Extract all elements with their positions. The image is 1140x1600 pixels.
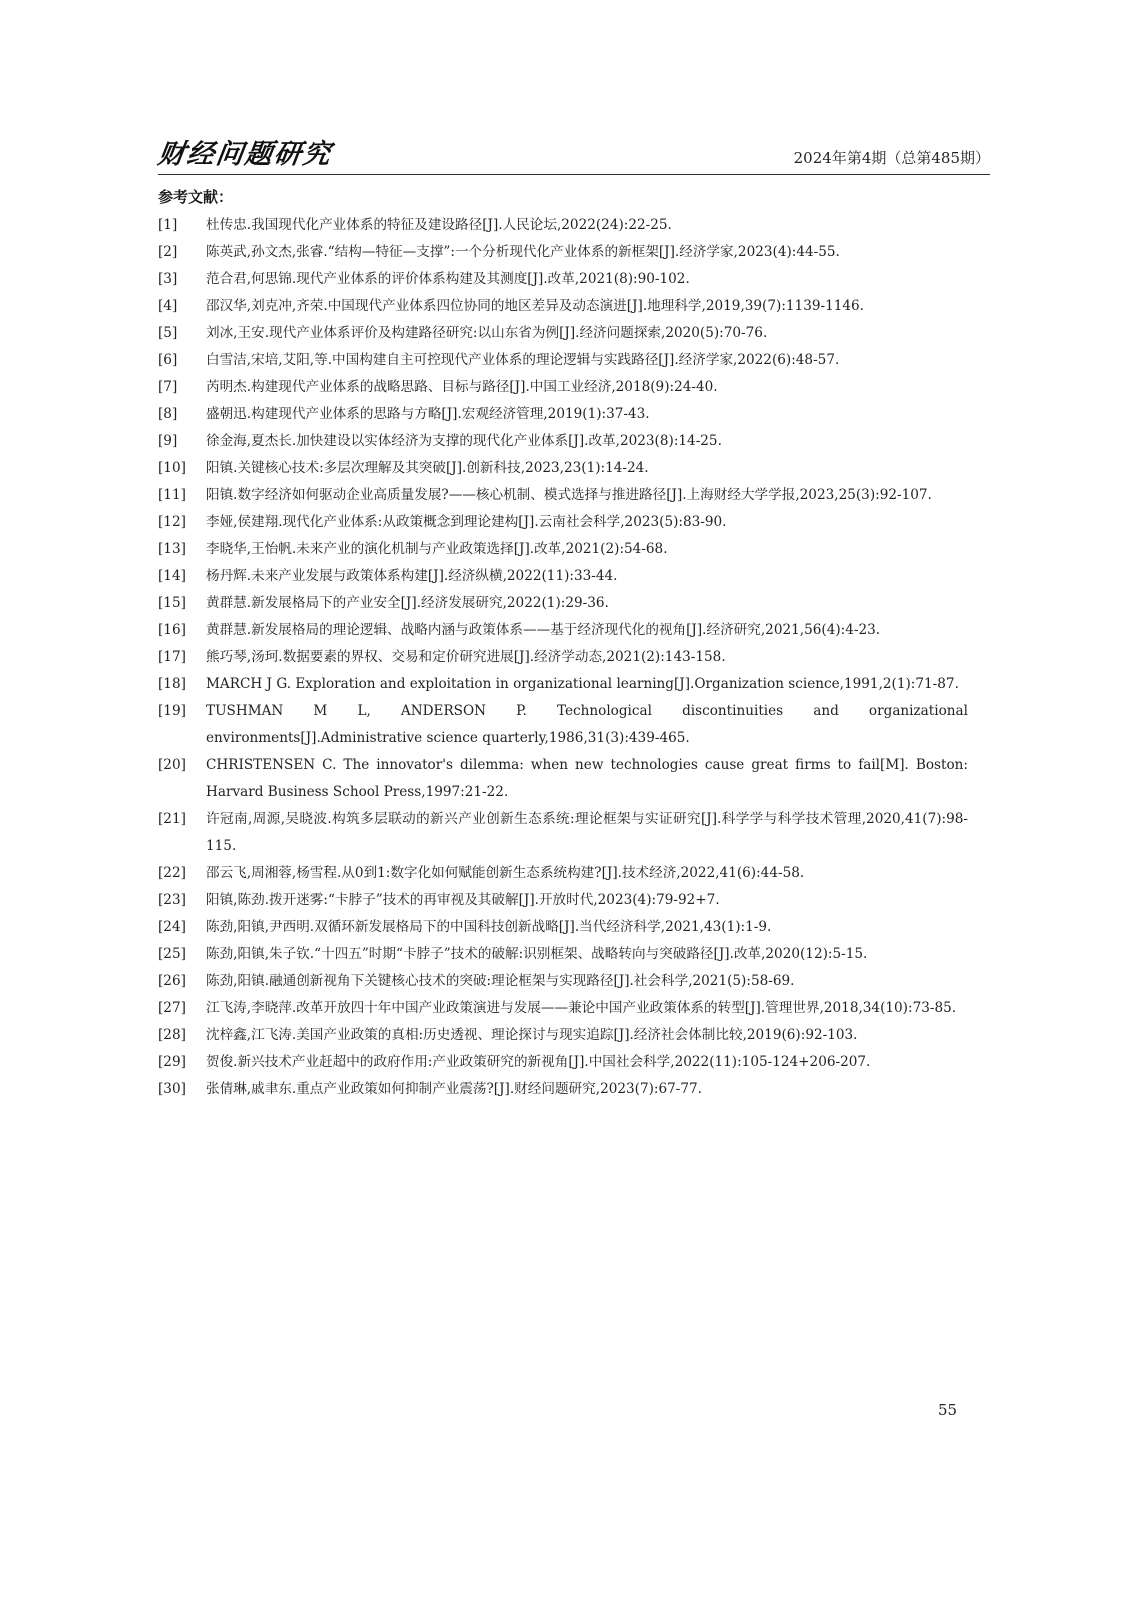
reference-item <box>158 239 968 266</box>
reference-number: [25] <box>158 946 186 962</box>
reference-item <box>158 806 968 860</box>
reference-text: 熊巧琴,汤珂.数据要素的界权、交易和定价研究进展[J].经济学动态,2021(2):143-158. <box>206 649 726 665</box>
reference-text: MARCH J G. Exploration and exploitation in organizational learning[J].Organization science,1991,2(1):71-87. <box>206 676 959 692</box>
reference-item <box>158 482 968 509</box>
reference-text: 张倩琳,戚聿东.重点产业政策如何抑制产业震荡?[J].财经问题研究,2023(7):67-77. <box>206 1081 703 1097</box>
reference-item <box>158 293 968 320</box>
reference-number: [4] <box>158 298 178 314</box>
reference-number: [18] <box>158 676 186 692</box>
references-heading: 参考文献： <box>158 188 234 206</box>
reference-text: 刘冰,王安.现代产业体系评价及构建路径研究:以山东省为例[J].经济问题探索,2020(5):70-76. <box>206 325 768 341</box>
reference-number: [13] <box>158 541 186 557</box>
reference-number: [22] <box>158 865 186 881</box>
reference-text: 沈梓鑫,江飞涛.美国产业政策的真相:历史透视、理论探讨与现实追踪[J].经济社会体制比较,2019(6):92-103. <box>206 1027 858 1043</box>
reference-item <box>158 347 968 374</box>
reference-item <box>158 509 968 536</box>
reference-number: [28] <box>158 1027 186 1043</box>
reference-text: 李娅,侯建翔.现代化产业体系:从政策概念到理论建构[J].云南社会科学,2023(5):83-90. <box>206 514 727 530</box>
reference-item <box>158 374 968 401</box>
reference-item <box>158 968 968 995</box>
reference-number: [10] <box>158 460 186 476</box>
reference-text: 许冠南,周源,吴晓波.构筑多层联动的新兴产业创新生态系统:理论框架与实证研究[J].科学学与科学技术管理,2020,41(7):98-115. <box>206 811 968 854</box>
reference-item <box>158 941 968 968</box>
reference-item <box>158 266 968 293</box>
reference-text: 邵云飞,周湘蓉,杨雪程.从0到1:数字化如何赋能创新生态系统构建?[J].技术经济,2022,41(6):44-58. <box>206 865 805 881</box>
reference-number: [8] <box>158 406 178 422</box>
reference-number: [27] <box>158 1000 186 1016</box>
reference-number: [12] <box>158 514 186 530</box>
reference-item <box>158 1049 968 1076</box>
reference-text: 阳镇,陈劲.拨开迷雾:“卡脖子”技术的再审视及其破解[J].开放时代,2023(4):79-92+7. <box>206 892 720 908</box>
reference-number: [1] <box>158 217 178 233</box>
reference-item <box>158 698 968 752</box>
reference-text: 阳镇.关键核心技术:多层次理解及其突破[J].创新科技,2023,23(1):14-24. <box>206 460 649 476</box>
reference-text: 黄群慧.新发展格局下的产业安全[J].经济发展研究,2022(1):29-36. <box>206 595 609 611</box>
reference-text: 白雪洁,宋培,艾阳,等.中国构建自主可控现代产业体系的理论逻辑与实践路径[J].经济学家,2022(6):48-57. <box>206 352 840 368</box>
reference-list <box>158 212 968 1103</box>
reference-text: 邵汉华,刘克冲,齐荣.中国现代产业体系四位协同的地区差异及动态演进[J].地理科学,2019,39(7):1139-1146. <box>206 298 864 314</box>
reference-text: 盛朝迅.构建现代产业体系的思路与方略[J].宏观经济管理,2019(1):37-43. <box>206 406 650 422</box>
reference-item <box>158 590 968 617</box>
reference-item <box>158 428 968 455</box>
reference-item <box>158 1076 968 1103</box>
reference-text: 黄群慧.新发展格局的理论逻辑、战略内涵与政策体系——基于经济现代化的视角[J].经济研究,2021,56(4):4-23. <box>206 622 881 638</box>
reference-item <box>158 644 968 671</box>
reference-text: 陈英武,孙文杰,张睿.“结构—特征—支撑”:一个分析现代化产业体系的新框架[J].经济学家,2023(4):44-55. <box>206 244 840 260</box>
reference-text: 江飞涛,李晓萍.改革开放四十年中国产业政策演进与发展——兼论中国产业政策体系的转型[J].管理世界,2018,34(10):73-85. <box>206 1000 957 1016</box>
reference-number: [17] <box>158 649 186 665</box>
reference-number: [20] <box>158 757 186 773</box>
reference-text: TUSHMAN M L, ANDERSON P. Technological discontinuities and organizational environments[J].Administrative science quarterly,1986,31(3):439-465. <box>206 703 968 746</box>
reference-item <box>158 752 968 806</box>
reference-text: 陈劲,阳镇,朱子钦.“十四五”时期“卡脖子”技术的破解:识别框架、战略转向与突破路径[J].改革,2020(12):5-15. <box>206 946 868 962</box>
reference-number: [29] <box>158 1054 186 1070</box>
reference-text: 陈劲,阳镇.融通创新视角下关键核心技术的突破:理论框架与实现路径[J].社会科学,2021(5):58-69. <box>206 973 795 989</box>
reference-text: CHRISTENSEN C. The innovator's dilemma: when new technologies cause great firms to fail[M]. Boston: Harvard Business School Press,1997:21-22. <box>206 757 968 800</box>
reference-item <box>158 536 968 563</box>
reference-number: [9] <box>158 433 178 449</box>
reference-text: 阳镇.数字经济如何驱动企业高质量发展?——核心机制、模式选择与推进路径[J].上海财经大学学报,2023,25(3):92-107. <box>206 487 932 503</box>
reference-item <box>158 401 968 428</box>
reference-item <box>158 1022 968 1049</box>
reference-item <box>158 860 968 887</box>
reference-number: [30] <box>158 1081 186 1097</box>
reference-number: [24] <box>158 919 186 935</box>
issue-info: 2024年第4期（总第485期） <box>793 149 990 167</box>
reference-text: 徐金海,夏杰长.加快建设以实体经济为支撑的现代化产业体系[J].改革,2023(8):14-25. <box>206 433 722 449</box>
reference-text: 贺俊.新兴技术产业赶超中的政府作用:产业政策研究的新视角[J].中国社会科学,2022(11):105-124+206-207. <box>206 1054 871 1070</box>
page-number: 55 <box>938 1401 958 1419</box>
reference-number: [15] <box>158 595 186 611</box>
reference-text: 杜传忠.我国现代化产业体系的特征及建设路径[J].人民论坛,2022(24):22-25. <box>206 217 672 233</box>
reference-text: 范合君,何思锦.现代产业体系的评价体系构建及其测度[J].改革,2021(8):90-102. <box>206 271 690 287</box>
reference-item <box>158 671 968 698</box>
journal-logo: 财经问题研究 <box>155 139 335 170</box>
reference-number: [16] <box>158 622 186 638</box>
reference-item <box>158 617 968 644</box>
reference-text: 李晓华,王怡帆.未来产业的演化机制与产业政策选择[J].改革,2021(2):54-68. <box>206 541 668 557</box>
reference-number: [7] <box>158 379 178 395</box>
reference-number: [11] <box>158 487 186 503</box>
page-header <box>155 139 990 175</box>
reference-number: [21] <box>158 811 186 827</box>
reference-item <box>158 563 968 590</box>
reference-item <box>158 212 968 239</box>
reference-item <box>158 320 968 347</box>
reference-number: [3] <box>158 271 178 287</box>
reference-number: [2] <box>158 244 178 260</box>
reference-text: 芮明杰.构建现代产业体系的战略思路、目标与路径[J].中国工业经济,2018(9):24-40. <box>206 379 718 395</box>
reference-number: [19] <box>158 703 186 719</box>
reference-text: 陈劲,阳镇,尹西明.双循环新发展格局下的中国科技创新战略[J].当代经济科学,2021,43(1):1-9. <box>206 919 772 935</box>
reference-item <box>158 914 968 941</box>
reference-text: 杨丹辉.未来产业发展与政策体系构建[J].经济纵横,2022(11):33-44. <box>206 568 618 584</box>
reference-number: [6] <box>158 352 178 368</box>
reference-item <box>158 455 968 482</box>
reference-number: [5] <box>158 325 178 341</box>
reference-number: [14] <box>158 568 186 584</box>
reference-item <box>158 995 968 1022</box>
reference-number: [26] <box>158 973 186 989</box>
reference-number: [23] <box>158 892 186 908</box>
reference-item <box>158 887 968 914</box>
